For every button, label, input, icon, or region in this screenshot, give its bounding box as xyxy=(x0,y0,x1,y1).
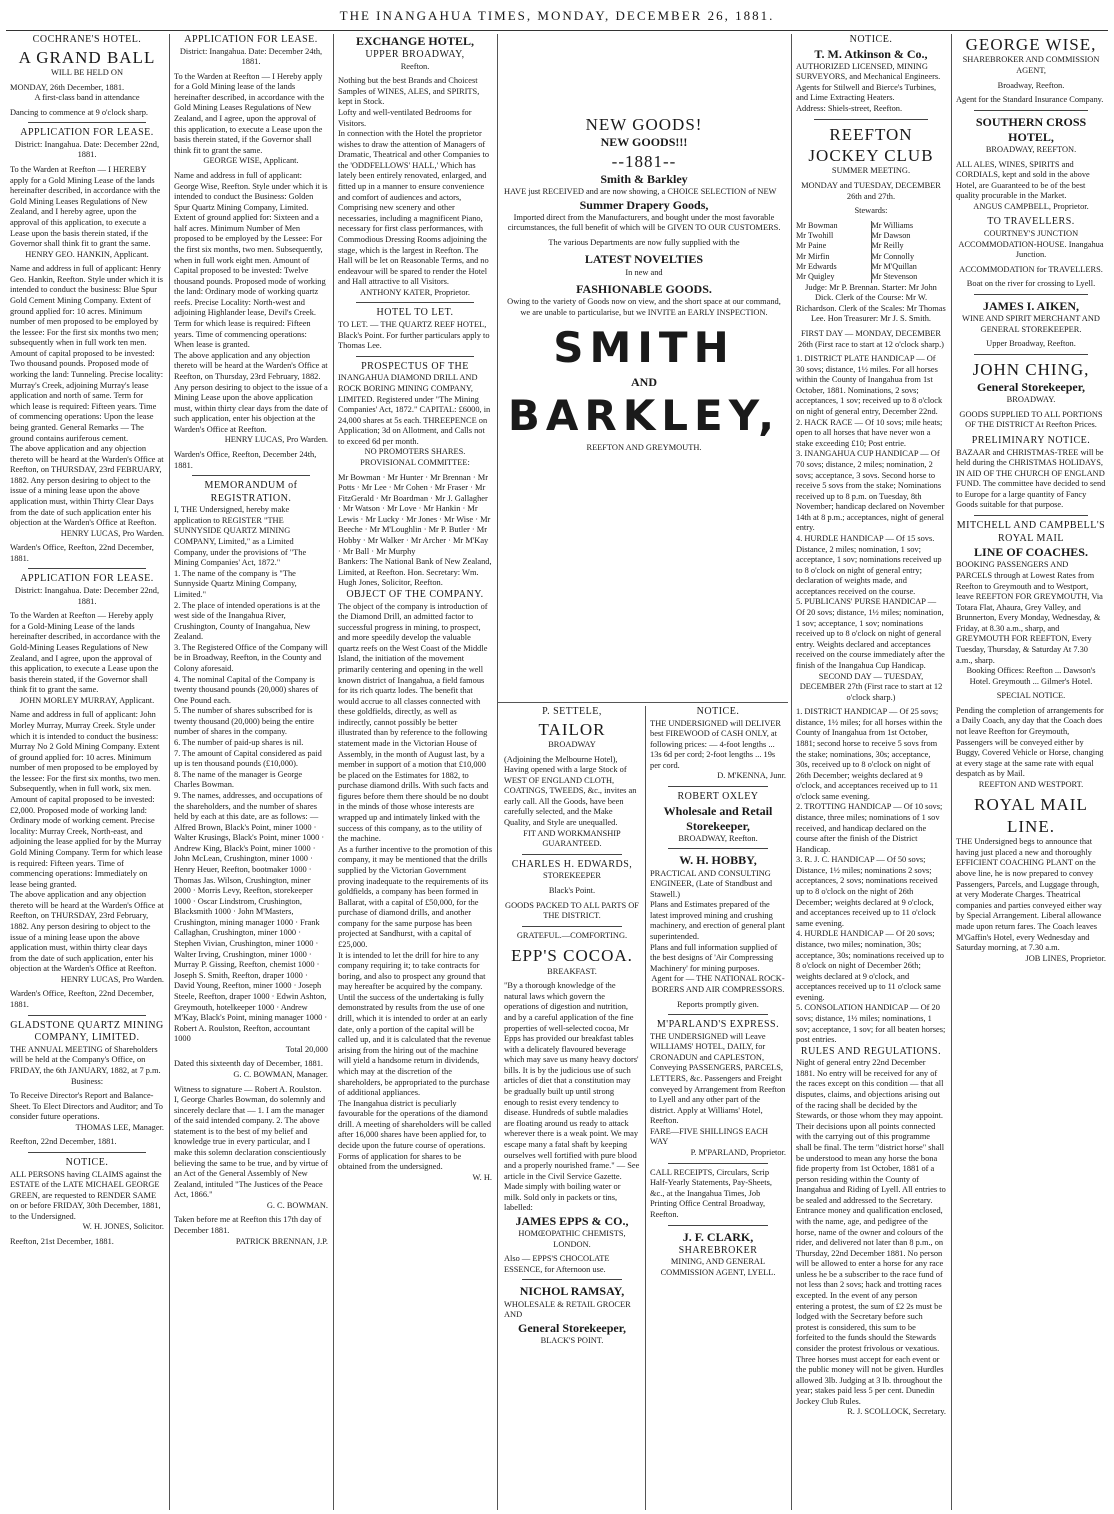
advert-heading: HENRY GEO. HANKIN, Applicant. xyxy=(25,249,149,259)
column-rule xyxy=(497,34,498,1510)
advert-heading: MONDAY and TUESDAY, DECEMBER 26th and 27th. xyxy=(801,180,941,201)
advert-heading: P. M'PARLAND, Proprietor. xyxy=(690,1148,786,1158)
advert-heading: ANTHONY KATER, Proprietor. xyxy=(360,287,470,297)
advert-text: It is intended to let the drill for hire to any company requiring it; to take contracts for boring, and also to prospect any ground that may hereafter be acquired by the company. Until the success of the undertaking is fully demonstrated by results from the use of one drill, which it is intended to order at an early date, only a portion of the capital will be called up, and it is calculated that the revenue arising from the hiring out of the machine will yield a handsome return in dividends, which may at the discretion of the shareholders, be appropriated to the purchase of additional appliances. xyxy=(338,950,491,1098)
advert-text: 5. PUBLICANS' PURSE HANDICAP — Of 20 sovs; distance, 1½ miles; nomination, 1 sov; acceptance, 1 sov; nominations received up to 8 o'clock on night of general entry. Weights declared and acceptances received on the course immediately after the finish of the Inangahua Cup Handicap. xyxy=(796,597,945,670)
advert-heading: BLACK'S POINT. xyxy=(540,1335,604,1345)
advert-heading: APPLICATION FOR LEASE. xyxy=(184,34,318,45)
advert-heading: GEORGE WISE, xyxy=(965,35,1097,54)
advert-heading: TO TRAVELLERS. xyxy=(987,216,1075,228)
advert-heading: T. M. Atkinson & Co., xyxy=(814,46,928,61)
advert-text: To the Warden at Reefton — Hereby apply for a Gold-Mining Lease of the lands hereinafter described, in accordance with the Gold-Mining Leases Regulations of New Zealand, and I agree, upon the approval of this application, to execute a Lease upon the basis therein stated, if the Governor shall think fit to grant the same. xyxy=(10,611,161,695)
advert-heading: Owing to the variety of Goods now on view, and the short space at our command, we are unable to particularise, but we INVITE an EARLY INSPECTION. xyxy=(507,297,781,317)
advert-text: 2. TROTTING HANDICAP — Of 10 sovs; distance, three miles; nominations of 1 sov received, and handicap declared on the course after the finish of the District Handicap. xyxy=(796,802,943,854)
advert-heading: EPP'S COCOA. xyxy=(511,946,633,966)
steward-name: Mr Dawson xyxy=(871,231,911,241)
advert-text: TO LET. — THE QUARTZ REEF HOTEL, Black's Point. For further particulars apply to Thomas Lee. xyxy=(338,320,490,351)
divider xyxy=(974,294,1088,295)
advert-text: 2. HACK RACE — Of 10 sovs; mile heats; open to all horses that have never won a stake exceeding £10; Post entrie. xyxy=(796,417,943,448)
advert-text: 2. The place of intended operations is at the west side of the Inangahua River, Crushington, County of Inangahua, New Zealand. xyxy=(174,600,321,642)
advert-text: PRACTICAL AND CONSULTING ENGINEER, (Late of Standbust and Stawell.) xyxy=(650,868,773,899)
divider xyxy=(28,1015,146,1016)
advert-heading: District: Inangahua. Date: December 22nd, 1881. xyxy=(14,139,160,160)
divider xyxy=(522,1279,622,1280)
advert-heading: JAMES I. AIKEN, xyxy=(982,298,1080,313)
advert-heading: Reports promptly given. xyxy=(677,999,759,1009)
divider xyxy=(522,926,622,927)
advert-heading: MITCHELL AND CAMPBELL'S ROYAL MAIL xyxy=(956,520,1106,544)
advert-text: (Adjoining the Melbourne Hotel), Having opened with a large Stock of WEST OF ENGLAND CLOTH, COATINGS, TWEEDS, &c., invites an early call. All the Goods, have been carefully selected, and the Make Quality, and Style are unequalled. xyxy=(504,754,637,828)
advert-heading: SHAREBROKER xyxy=(678,1244,758,1256)
advert-heading: R. J. SCOLLOCK, Secretary. xyxy=(847,1407,946,1417)
column-4-5-spread xyxy=(500,34,788,674)
divider xyxy=(28,122,146,123)
divider xyxy=(28,1152,146,1153)
advert-heading: G. C. BOWMAN. xyxy=(266,1200,328,1210)
advert-heading: NEW GOODS!!! xyxy=(600,135,688,150)
advert-heading: GLADSTONE QUARTZ MINING COMPANY, LIMITED. xyxy=(10,1019,164,1044)
advert-text: Plans and Estimates prepared of the latest improved mining and crushing machinery, and erection of general plant superintended. xyxy=(650,900,785,942)
advert-text: The above application and any objection thereto will be heard at the Warden's Office at Reefton, on THURSDAY, 23rd FEBRUARY, 1882. Any person desiring to object to the issue of a mining lease upon the above application must, within Thirty Clear Days from the date of such application enter his objection at the Warden's Office at Reefton. xyxy=(10,444,164,528)
advert-heading: W. H. HOBBY, xyxy=(679,853,757,868)
advert-heading: A first-class band in attendance xyxy=(34,93,140,103)
advert-heading: PRELIMINARY NOTICE. xyxy=(971,434,1091,446)
column-6 xyxy=(792,34,950,1510)
advert-heading: REEFTON AND WESTPORT. xyxy=(978,779,1084,789)
advert-text: The above application and any objection thereto will be heard at the Warden's Office at Reefton, on Thursday, 23rd February, 1882. Any person desiring to object to the issue of a Mining Lease upon the above application must, within thirty clear days from the date of such application, enter his objection at the Warden's Office at Reefton. xyxy=(174,350,328,434)
masthead-rule xyxy=(6,30,1108,31)
advert-heading: OBJECT OF THE COMPANY. xyxy=(346,588,484,600)
advert-heading: COCHRANE'S HOTEL. xyxy=(32,34,142,45)
advert-heading: CHARLES H. EDWARDS, xyxy=(511,858,633,870)
advert-text: FARE—FIVE SHILLINGS EACH WAY xyxy=(650,1126,769,1147)
advert-heading: FIRST DAY — MONDAY, DECEMBER 26th (First race to start at 12 o'clock sharp.) xyxy=(798,329,944,349)
advert-heading: Business: xyxy=(70,1076,104,1086)
advert-heading: WILL BE HELD ON xyxy=(50,68,124,77)
advert-heading: JOB LINES, Proprietor. xyxy=(1025,953,1106,963)
advert-text: In connection with the Hotel the proprietor wishes to draw the attention of Managers of Dramatic, Theatrical and other Companies to the 'ODDFELLOWS' HALL,' Which has lately been entirely renovated, enlarged, and fitted up in a manner to ensure convenience and comfort of audiences and actors, Comprising new scenery and other necessaries, including a magnificent Piano, necessary for first class performances, with Commodious Dressing Rooms adjoining the stage, which is the largest in Reefton. The Hall will be let on Reasonable Terms, and no endeavour will be spared to render the Hotel and Hall attractive to all Visitors. xyxy=(338,129,490,287)
advert-text: Reefton, 22nd December, 1881. xyxy=(10,1137,117,1147)
advert-heading: Summer Drapery Goods, xyxy=(579,197,709,212)
advert-heading: JOHN MORLEY MURRAY, Applicant. xyxy=(19,695,155,705)
advert-text: Pending the completion of arrangements for a Daily Coach, any day that the Coach does not leave Reefton for Greymouth, Passengers will be conveyed either by Buggy, Covered Vehicle or Horse, changing at every stage at the same rate with equal despatch as by Mail. xyxy=(956,705,1104,779)
advert-heading: NO PROMOTERS SHARES. PROVISIONAL COMMITTEE: xyxy=(360,447,470,467)
advert-text: To the Warden at Reefton — I Hereby apply for a Gold Mining lease of the lands hereinafter described, in accordance with the Gold Mining Leases Regulations of New Zealand, and I agree, upon the approval of this application, to execute a Lease upon the basis therein stated, if the Governor shall think fit to grant the same. xyxy=(174,71,325,155)
advert-text: 1. DISTRICT PLATE HANDICAP — Of 30 sovs; distance, 1½ miles. For all horses within the County of Inangahua from 1st October, 1881. Nominations, 2 sovs; acceptances, 1 sov; received up to 8 o'clock on night of general entry, December 22nd. xyxy=(796,354,943,417)
divider xyxy=(522,854,622,855)
advert-text: 5. CONSOLATION HANDICAP — Of 20 sovs; distance, 1½ miles; nominations, 1 sov; acceptance, 1 sov; for all beaten horses; post entries. xyxy=(796,1003,946,1045)
advert-heading: Black's Point. xyxy=(548,885,596,895)
advert-heading: District: Inangahua. Date: December 24th, 1881. xyxy=(179,46,323,67)
advert-text: 3. The Registered Office of the Company will be in Broadway, Reefton, in the County and Colony aforesaid. xyxy=(174,642,328,673)
steward-name: Mr Mirfin xyxy=(796,251,830,261)
advert-text: AUTHORIZED LICENSED, MINING SURVEYORS, and Mechanical Engineers. xyxy=(796,61,941,82)
advert-heading: WINE AND SPIRIT MERCHANT AND GENERAL STOREKEEPER. xyxy=(962,314,1100,334)
advert-heading: Wholesale and Retail Storekeeper, xyxy=(663,803,773,833)
advert-heading: REEFTON AND GREYMOUTH. xyxy=(586,443,702,453)
advert-text: MONDAY, 26th December, 1881. xyxy=(10,82,125,92)
advert-heading: Upper Broadway, Reefton. xyxy=(986,339,1076,349)
advert-heading: REEFTON JOCKEY CLUB xyxy=(808,124,934,165)
advert-heading: NICHOL RAMSAY, xyxy=(519,1284,625,1299)
advert-heading: HOTEL TO LET. xyxy=(376,307,454,319)
advert-heading: NOTICE. xyxy=(696,706,740,717)
advert-text: Dated this sixteenth day of December, 1881. xyxy=(174,1059,323,1069)
advert-heading: GEORGE WISE, Applicant. xyxy=(203,156,299,166)
advert-text: Nothing but the best Brands and Choicest Samples of WINES, ALES, and SPIRITS, kept in Stock. xyxy=(338,76,480,107)
advert-text: To Receive Director's Report and Balance-Sheet. To Elect Directors and Auditor; and To consider future operations. xyxy=(10,1091,163,1122)
advert-heading: General Storekeeper, xyxy=(977,380,1085,395)
advert-heading: BROADWAY, Reefton. xyxy=(678,833,758,843)
advert-heading: Stewards: xyxy=(854,206,888,216)
advert-text: "By a thorough knowledge of the natural laws which govern the operations of digestion and nutrition, and by a careful application of the fine properties of well-selected cocoa, Mr Epps has provided our breakfast tables with a delicately flavoured beverage which may save us many heavy doctors' bills. It is by the judicious use of such articles of diet that a constitution may be gradually built up until strong enough to resist every tendency to disease. Hundreds of subtle maladies are floating around us ready to attack wherever there is a weak point. We may escape many a fatal shaft by keeping ourselves well fortified with pure blood and a properly nourished frame." — See article in the Civil Service Gazette. Made simply with boiling water or milk. Sold only in packets or tins, labelled: xyxy=(504,981,640,1213)
steward-name: Mr Edwards xyxy=(796,262,837,272)
advert-heading: NOTICE. xyxy=(65,1156,109,1168)
advert-text: ALL PERSONS having CLAIMS against the ESTATE of the LATE MICHAEL GEORGE GREEN, are requested to RENDER SAME on or before FRIDAY, 30th December, 1881, to the Undersigned. xyxy=(10,1169,162,1221)
advert-heading: PROSPECTUS OF THE xyxy=(361,360,469,372)
column-7 xyxy=(952,34,1110,1510)
advert-heading: GRATEFUL.—COMFORTING. xyxy=(516,930,628,940)
advert-text: Night of general entry 22nd December 1881. No entry will be received for any of the races except on this condition — that all disputes, claims, and objections arising out of the racing shall be decided by the Stewards, or those whom they may appoint. Their decisions upon all points connected with the carrying out of this programme shall be final. The term "district horse" shall be understood to mean any horse the bona fide property from 1st October, 1881 of a person residing within the County of Inangahua and Riding of Lyell. All entries to be sealed and addressed to the Secretary. Entrance money and qualification enclosed, with the name, age, and pedigree of the horse, name of the owner and colours of the rider, and delivered not later than 8 p.m., on Thursday, 22nd December 1881. No person will be allowed to enter a horse for any race unless he be a subscriber to the race fund of not less than 2 sovs; hack and trotting races excepted. In the event of any person entering a protest, the sum of £2 2s must be lodged with the Secretary before such protest is considered, this sum to be forfeited to the funds should the Stewards consider the protest frivolous or vexatious. Three horses must accept for each event or the public money will not be given. Hurdles allowed 3lb. Judging at 3 lb. throughout the year; stakes paid less 5 per cent. Dunedin Jockey Club Rules. xyxy=(796,1058,946,1406)
column-2 xyxy=(170,34,332,1510)
advert-text: Warden's Office, Reefton, 22nd December, 1881. xyxy=(10,989,154,1010)
advert-text: Name and address in full of applicant: John Morley Murray, Murray Creek. Style under which it is intended to conduct the business: Murray No 2 Gold Mining Company. Extent of ground applied for: 10 acres. Minimum number of men proposed to be employed by the lessee: For the first six months, two men. Subsequently, when in full work, six men. Amount of capital proposed to be invested: £2,000. Proposed mode of working land: Ordinary mode of working cement. Precise locality: Murray Creek, North-east, and adjoining the lease applied for by the Murray Gold Mining Company. Term for which lease is required: Fifteen years. Time of commencing operations: Immediately on lease being granted. xyxy=(10,710,163,889)
advert-text: Lofty and well-ventilated Bedrooms for Visitors. xyxy=(338,108,472,128)
advert-text: 9. The names, addresses, and occupations of the shareholders, and the number of shares held by each at this date, are as follows: — xyxy=(174,790,323,822)
advert-text: Warden's Office, Reefton, December 24th, 1881. xyxy=(174,449,317,470)
advert-heading: District: Inangahua. Date: December 22nd, 1881. xyxy=(14,586,160,606)
advert-heading: LINE OF COACHES. xyxy=(974,545,1088,560)
divider xyxy=(356,302,474,303)
advert-heading: HENRY LUCAS, Pro Warden. xyxy=(60,974,164,984)
advert-heading: UPPER BROADWAY, xyxy=(365,49,465,61)
masthead: THE INANGAHUA TIMES, MONDAY, DECEMBER 26, 1881. xyxy=(339,8,775,23)
advert-heading: BROADWAY xyxy=(548,740,596,749)
divider xyxy=(668,1163,768,1164)
advert-heading: W. H. JONES, Solicitor. xyxy=(82,1222,164,1232)
advert-heading: GOODS PACKED TO ALL PARTS OF THE DISTRICT. xyxy=(505,900,639,921)
advert-text: Reefton, 21st December, 1881. xyxy=(10,1237,114,1247)
advert-heading: General Storekeeper, xyxy=(518,1320,626,1335)
advert-heading: THOMAS LEE, Manager. xyxy=(75,1122,164,1132)
advert-heading: Agent for — THE NATIONAL ROCK-BORERS AND AIR COMPRESSORS. xyxy=(651,974,785,994)
steward-name: Mr Stevenson xyxy=(871,272,918,282)
advert-heading: SMITH xyxy=(553,323,735,373)
advert-heading: COURTNEY'S JUNCTION ACCOMMODATION-HOUSE. Inangahua Junction. xyxy=(958,229,1104,260)
advert-heading: EXCHANGE HOTEL, xyxy=(355,34,475,48)
stewards-left xyxy=(796,221,872,283)
advert-heading: NEW GOODS! xyxy=(585,115,703,134)
advert-heading: SECOND DAY — TUESDAY, DECEMBER 27th (First race to start at 12 o'clock sharp.) xyxy=(799,671,943,702)
advert-text: BAZAAR and CHRISTMAS-TREE will be held during the CHRISTMAS HOLIDAYS, IN AID OF THE CHURCH OF ENGLAND FUND. The committee have decided to send to Europe for a large quantity of Fancy Goods suitable for that purpose. xyxy=(956,447,1106,510)
advert-heading: RULES AND REGULATIONS. xyxy=(800,1045,942,1057)
advert-text: Warden's Office, Reefton, 22nd December, 1881. xyxy=(10,543,154,563)
advert-heading: APPLICATION FOR LEASE. xyxy=(20,127,154,139)
steward-name: Mr Bowman xyxy=(796,220,838,230)
advert-text: Alfred Brown, Black's Point, miner 1000 · Walter Krusings, Black's Point, miner 1000 · Andrew King, Black's Point, miner 1000 · John McLean, Crushington, miner 1000 · Henry Heuer, Reefton, bootmaker 1000 · Thomas Jas. Wilson, Crushington, miner 2000 · Morris Levy, Reefton, storekeeper 1000 · Oscar Lindstrom, Crushington, Blacksmith 1000 · John M'Masters, Crushington, mining manager 1000 · Frank Callaghan, Crushington, miner 1000 · Stephen Vivian, Crushington, miner 1000 · Walter Irving, Crushington, miner 1000 · Murray P. Gissing, Reefton, chemist 1000 · Joseph S. Smith, Reefton, draper 1000 · David Young, Reefton, miner 1000 · Joseph Steele, Reefton, draper 1000 · Edwin Ashton, Greymouth, hotelkeeper 1000 · Andrew M'Kay, Black's Point, mining manager 1000 · Robert A. Roulston, Reefton, accountant 1000 xyxy=(174,822,328,1044)
steward-name: Mr Quigley xyxy=(796,272,835,282)
advert-heading: Boat on the river for crossing to Lyell. xyxy=(966,279,1096,289)
advert-text: Witness to signature — Robert A. Roulston. xyxy=(174,1084,322,1094)
advert-heading: Booking Offices: Reefton ... Dawson's Hotel. Greymouth ... Gilmer's Hotel. xyxy=(966,666,1096,686)
column-4 xyxy=(500,706,644,1510)
advert-heading: SHAREBROKER AND COMMISSION AGENT, xyxy=(962,55,1100,75)
advert-heading: JAMES EPPS & CO., xyxy=(515,1213,629,1228)
advert-text: Dancing to commence at 9 o'clock sharp. xyxy=(10,107,149,117)
advert-text: 1. The name of the company is "The Sunnyside Quartz Mining Company, Limited." xyxy=(174,568,297,599)
advert-heading: G. C. BOWMAN, Manager. xyxy=(233,1069,328,1079)
advert-text: 4. HURDLE HANDICAP — Of 20 sovs; distance, two miles; nomination, 30s; acceptance, 30s; nominations received up to 8 o'clock on night of December 26th; weights declared at 9 o'clock, and acceptances received up to 11 o'clock same evening. xyxy=(796,929,944,1002)
advert-heading: SOUTHERN CROSS HOTEL, xyxy=(975,114,1087,144)
advert-text: 5. The number of shares subscribed for is twenty thousand (20,000) being the entire number of shares in the company. xyxy=(174,706,315,737)
advert-heading: ROYAL MAIL LINE. xyxy=(974,795,1088,836)
advert-heading: SUMMER MEETING. xyxy=(831,166,911,176)
advert-text: The Inangahua district is peculiarly favourable for the operations of the diamond drill. A meeting of shareholders will be called after 16,000 shares have been applied for, to decide upon the future course of operations. Forms of application for shares to be obtained from the undersigned. xyxy=(338,1098,492,1172)
advert-text: The object of the company is introduction of the Diamond Drill, an admitted factor to successful progress in mining, to prospect, and more speedily develop the valuable quartz reefs on the West Coast of the Middle Island, the initiation of the movement primarily centering and opening in the well known district of Inangahua, a field famous for its rich quartz lodes. The benefit that would accrue to all classes connected with these goldfields, directly, as well as indirectly, cannot possibly be better illustrated than by reference to the following statement made in the Victorian House of Assembly, in the month of August last, by a member in support of a motion that £10,000 be placed on the Estimates for 1882, to purchase diamond drills. With such facts and figures before them there should be no doubt in the minds of those whose interests are wrapped up and intimately linked with the success of this company, as to the utility of the machine. xyxy=(338,601,489,844)
advert-heading: ACCOMMODATION for TRAVELLERS. xyxy=(959,264,1103,274)
advert-text: 3. INANGAHUA CUP HANDICAP — Of 70 sovs; distance, 2 miles; nomination, 2 sovs; acceptance, 3 sovs. Second horse to receive 5 sovs from the stake; Nominations received up to 8 p.m. on Tuesday, 8th November; handicap declared on November 14th at 8 p.m.; acceptances, night of general entry. xyxy=(796,449,945,533)
advert-heading: In new and xyxy=(625,267,663,277)
advert-heading: Reefton. xyxy=(400,61,430,71)
advert-heading: AND xyxy=(631,375,657,390)
advert-heading: APPLICATION FOR LEASE. xyxy=(20,573,154,585)
advert-text: I, George Charles Bowman, do solemnly and sincerely declare that — 1. I am the manager of the said intended company. 2. The above statement is to the best of my belief and knowledge true in every particular, and I make this solemn declaration conscientiously believing the same to be true, and by virtue of an Act of the General Assembly of New Zealand, intituled "The Justices of the Peace Act, 1866." xyxy=(174,1095,328,1200)
divider xyxy=(974,110,1088,111)
advert-heading: LATEST NOVELTIES xyxy=(584,252,704,267)
divider xyxy=(668,1225,768,1226)
advert-heading: Broadway, Reefton. xyxy=(997,80,1065,90)
advert-text: As a further incentive to the promotion of this company, it may be mentioned that the drills supplied by the Victorian Government proving inadequate to the requirements of its goldfields, a company has been formed in Ballarat, with a capital of £50,000, for the purchase of diamond drills, and another company for the same purpose has been projected at Sandhurst, with a capital of £25,000. xyxy=(338,844,492,949)
divider xyxy=(28,568,146,569)
divider xyxy=(974,515,1088,516)
advert-text: I, THE Undersigned, hereby make application to REGISTER "THE SUNNYSIDE QUARTZ MINING COMPANY, Limited," as a Limited Company, under the provisions of "The Mining Companies' Act, 1872." xyxy=(174,505,307,568)
advert-text: 8. The name of the manager is George Charles Bowman. xyxy=(174,769,303,790)
stewards-right xyxy=(872,221,947,283)
steward-name: Mr M'Quillan xyxy=(871,262,917,272)
steward-name: Mr Reilly xyxy=(871,241,904,251)
advert-heading: Smith & Barkley xyxy=(600,171,688,186)
advert-text: HAVE just RECEIVED and are now showing, a CHOICE SELECTION of NEW xyxy=(504,187,777,197)
advert-heading: BROADWAY, REEFTON. xyxy=(985,144,1077,154)
advert-text: Address: Shiels-street, Reefton. xyxy=(796,104,903,114)
steward-name: Mr Paine xyxy=(796,241,827,251)
column-3 xyxy=(334,34,496,1510)
divider xyxy=(668,848,768,849)
steward-name: Mr Williams xyxy=(871,220,914,230)
advert-text: THE UNDERSIGNED will Leave WILLIAMS' HOTEL, DAILY, for CRONADUN and CAPLESTON, Conveying PASSENGERS, PARCELS, LETTERS, &c. Passengers and Freight conveyed by Arrangement from Reefton to Lyell and any other part of the district. Apply at Williams' Hotel, Reefton. xyxy=(650,1031,786,1126)
advert-text: 4. HURDLE HANDICAP — Of 15 sovs. Distance, 2 miles; nomination, 1 sov; acceptance, 1 sov; nominations received up to 8 o'clock on night of general entry; declaration of weights made, and acceptances received on the course. xyxy=(796,533,942,596)
advert-heading: A GRAND BALL xyxy=(18,47,156,67)
advert-text: Also — EPPS'S CHOCOLATE ESSENCE, for Afternoon use. xyxy=(504,1254,610,1274)
advert-text: Name and address in full of applicant: Henry Geo. Hankin, Reefton. Style under which it is intended to conduct the business: Blue Spur Gold Cement Mining Company. Extent of ground applied for: 10 acres. Minimum number of men proposed to be employed by the lessee: For the first six months two men; subsequently when in full work ten men. Amount of capital proposed to be invested: Two thousand pounds. Proposed mode of working the land: Tunneling. Precise locality: Murray's Creek, adjoining Murray's lease application and north of same. Term for which lease is required: Fifteen years. Time of commencing operations: Upon the lease being granted. General Remarks — The ground contains auriferous cement. xyxy=(10,264,164,443)
advert-heading: HENRY LUCAS, Pro Warden. xyxy=(224,435,328,445)
advert-text: THE UNDERSIGNED will DELIVER best FIREWOOD of CASH ONLY, at following prices: — 4-foot lengths ... 13s 6d per cord; 2-foot lengths ... 19s per cord. xyxy=(650,718,781,770)
column-5 xyxy=(646,706,790,1510)
advert-heading: BREAKFAST. xyxy=(547,966,597,976)
advert-heading: M'PARLAND'S EXPRESS. xyxy=(656,1019,780,1031)
advert-heading: HENRY LUCAS, Pro Warden. xyxy=(60,528,164,538)
advert-heading: W. H. xyxy=(472,1172,492,1182)
advert-heading: ROBERT OXLEY xyxy=(677,791,759,803)
divider xyxy=(192,475,310,476)
advert-text: Taken before me at Reefton this 17th day of December 1881. xyxy=(174,1215,322,1236)
advert-heading: MEMORANDUM of REGISTRATION. xyxy=(204,480,298,504)
divider xyxy=(668,1014,768,1015)
advert-heading: BARKLEY, xyxy=(507,391,781,441)
advert-text: The above application and any objection thereto will be heard at the Warden's Office at Reefton, on THURSDAY, 23rd February, 1882. Any person desiring to object to the issue of a mining lease upon the above application must, within thirty clear days from the date of such application, enter his objection at the Warden's Office at Reefton. xyxy=(10,890,164,974)
advert-heading: FIT AND WORKMANSHIP GUARANTEED. xyxy=(523,828,621,849)
advert-heading: HOMŒOPATHIC CHEMISTS, LONDON. xyxy=(518,1229,626,1249)
advert-text: 7. The amount of Capital considered as paid up is ten thousand pounds (£10,000). xyxy=(174,748,322,769)
advert-heading: Judge: Mr P. Brennan. Starter: Mr John Dick. Clerk of the Course: Mr W. Richardson. Clerk of the Scales: Mr Thomas Lee. Hon Treasurer: Mr J. S. Smith. xyxy=(796,282,946,324)
advert-text: WHOLESALE & RETAIL GROCER AND xyxy=(504,1299,631,1320)
advert-text: Agent for the Standard Insurance Company. xyxy=(956,95,1104,105)
advert-heading: STOREKEEPER xyxy=(542,871,601,881)
advert-text: 6. The number of paid-up shares is nil. xyxy=(174,738,304,748)
steward-name: Mr Connolly xyxy=(871,251,915,261)
divider xyxy=(668,786,768,787)
advert-text: Plans and full information supplied of the best designs of 'Air Compressing Machinery' for mining purposes. xyxy=(650,942,778,973)
advert-text: To the Warden at Reefton — I HEREBY apply for a Gold Mining Lease of the lands hereinafter described, in accordance with the Gold Mining Leases Regulations of New Zealand, and I hereby agree, upon the approval of this application, to execute a Lease upon the basis therein stated, if the Governor shall think fit to grant the same. xyxy=(10,165,161,249)
spread-rule xyxy=(498,702,788,703)
advert-text: 3. R. J. C. HANDICAP — Of 50 sovs; Distance, 1½ miles; nominations 2 sovs; acceptances, 2 sovs; nominations received up to 8 o'clock on the night of 26th December; weights declared at 9 o'clock, and acceptances received up to 11 o'clock same evening. xyxy=(796,855,938,928)
advert-heading: --1881-- xyxy=(611,151,677,171)
divider xyxy=(814,119,928,120)
advert-text: INANGAHUA DIAMOND DRILL AND ROCK BORING MINING COMPANY, LIMITED. Registered under "The Mining Companies' Act, 1872." CAPITAL: £6000, in 24,000 shares at 5s each. THREEPENCE on Application; 3d on Allotment, and Calls not to exceed 6d per month. xyxy=(338,373,491,446)
advert-heading: NOTICE. xyxy=(849,34,893,45)
advert-text: Name and address in full of applicant: George Wise, Reefton. Style under which it is intended to conduct the Business: Golden Spur Quartz Mining Company, Limited. Extent of ground applied for: Sixteen and a half acres. Minimum Number of Men proposed to be employed by the Lessee: For the first six months, two men. Subsequently, when in full work eight men. Amount of Capital proposed to be invested: Twelve thousand pounds. Proposed mode of working the land: Ordinary mode of working quartz reefs. Precise Locality: North-west and adjoining Highlander lease, Devil's Creek. Term for which lease is required: Fifteen years. Time of commencing operations: When lease is granted. xyxy=(174,170,328,350)
advert-heading: SPECIAL NOTICE. xyxy=(996,691,1066,701)
advert-heading: PATRICK BRENNAN, J.P. xyxy=(235,1236,328,1246)
advert-heading: MINING, AND GENERAL COMMISSION AGENT, LYELL. xyxy=(660,1257,776,1277)
advert-text: 4. The nominal Capital of the Company is twenty thousand pounds (20,000) shares of One Pound each. xyxy=(174,674,319,705)
advert-heading: BROADWAY. xyxy=(1006,395,1056,405)
advert-heading: D. M'KENNA, Junr. xyxy=(717,771,786,781)
advert-text: CALL RECEIPTS, Circulars, Scrip Half-Yearly Statements, Pay-Sheets, &c., at the Inangahua Times, Job Printing Office Central Broadway, Reefton. xyxy=(650,1167,772,1219)
advert-text: 1. DISTRICT HANDICAP — Of 25 sovs; distance, 1½ miles; for all horses within the County of Inangahua from 1st October, 1881; second horse to receive 5 sovs from the stake; nominations, 30s; acceptance, 30s, received up to 8 o'clock on night of 26th December; weights declared at 9 o'clock, and acceptances received up to 11 o'clock same evening. xyxy=(796,707,943,801)
divider xyxy=(974,354,1088,355)
advert-heading: JOHN CHING, xyxy=(972,359,1090,379)
advert-heading: J. F. CLARK, xyxy=(682,1229,754,1244)
steward-name: Mr Twohill xyxy=(796,231,834,241)
advert-text: THE ANNUAL MEETING of Shareholders will be held at the Company's Office, on FRIDAY, the 6th JANUARY, 1882, at 7 p.m. xyxy=(10,1044,161,1075)
advert-heading: Total 20,000 xyxy=(285,1044,328,1054)
advert-text: Mr Bowman · Mr Hunter · Mr Brennan · Mr Potts · Mr Lee · Mr Cohen · Mr Fraser · Mr FitzGerald · Mr Boardman · Mr J. Gallagher · Mr Watson · Mr Love · Mr Hankin · Mr Lewis · Mr Lucky · Mr Jones · Mr Wise · Mr Beeche · Mr M'Loughlin · Mr P. Butler · Mr Hobby · Mr Walker · Mr Archer · Mr M'Kay · Mr Ball · Mr Murphy xyxy=(338,472,491,556)
advert-heading: GOODS SUPPLIED TO ALL PORTIONS OF THE DISTRICT At Reefton Prices. xyxy=(959,409,1103,430)
divider xyxy=(356,356,474,357)
advert-text: Agents for Stilwell and Bierce's Turbines, and Lime Extracting Heaters. xyxy=(796,82,937,103)
advert-heading: ANGUS CAMPBELL, Proprietor. xyxy=(973,201,1089,211)
advert-text: BOOKING PASSENGERS AND PARCELS through at Lowest Rates from Reefton to Greymouth and to Westport, leave REEFTON FOR GREYMOUTH, Via Totara Flat, Ahaura, Grey Valley, and Brunnerton, Every Monday, Wednesday, & Friday, at 8.30 a.m., sharp, and GREYMOUTH FOR REEFTON, Every Tuesday, Thursday, & Saturday At 7.30 a.m., sharp. xyxy=(956,560,1103,665)
stewards-list xyxy=(796,221,946,283)
advert-heading: TAILOR xyxy=(538,719,606,739)
advert-heading: FASHIONABLE GOODS. xyxy=(576,282,712,297)
column-1 xyxy=(6,34,168,1510)
advert-text: THE Undersigned begs to announce that having just placed a new and thoroughly EFFICIENT COACHING PLANT on the above line, he is now prepared to convey Passengers, Parcels, and Luggage through, at very Moderate Charges. Theatrical companies and parties conveyed either way by Special Arrangement. Liberal allowance made upon return fares. The Coach leaves M'Gaffin's Hotel, every Wednesday and Saturday morning, at 7.30 a.m. xyxy=(956,837,1102,953)
advert-heading: The various Departments are now fully supplied with the xyxy=(548,237,740,247)
advert-heading: Imported direct from the Manufacturers, and bought under the most favorable circumstances, the full benefit of which will be GIVEN TO OUR CUSTOMERS. xyxy=(507,212,781,233)
advert-heading: P. SETTELE, xyxy=(542,706,602,717)
advert-text: ALL ALES, WINES, SPIRITS and CORDIALS, kept and sold in the above Hotel, are Guaranteed to be of the best quality procurable in the Market. xyxy=(956,159,1090,201)
advert-text: Bankers: The National Bank of New Zealand, Limited, at Reefton. Hon. Secretary: Wm. Hugh Jones, Solicitor, Reefton. xyxy=(338,557,492,588)
